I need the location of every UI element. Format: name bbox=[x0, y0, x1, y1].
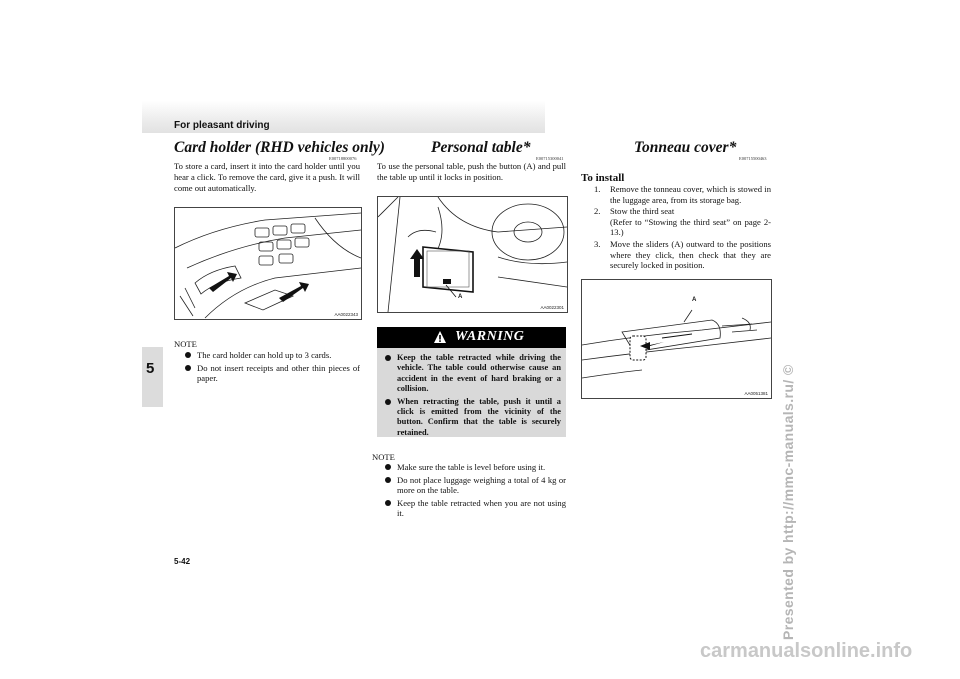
tonneau-steps bbox=[594, 184, 771, 272]
card-holder-note-label: NOTE bbox=[174, 339, 197, 349]
warning-title: WARNING bbox=[455, 329, 525, 344]
tonneau-cover-code: E00715500463 bbox=[739, 156, 767, 161]
personal-table-code: E00715300041 bbox=[536, 156, 564, 161]
tonneau-cover-subheading: To install bbox=[581, 172, 625, 184]
list-item: When retracting the table, push it until a click is emitted from the vicinity of the button. Confirm that the table is securely retained. bbox=[383, 397, 561, 439]
personal-table-body: To use the personal table, push the button (A) and pull the table up until it locks in position. bbox=[377, 161, 566, 182]
personal-table-title: Personal table* bbox=[431, 139, 531, 156]
section-title: For pleasant driving bbox=[174, 120, 270, 131]
personal-table-figure bbox=[377, 196, 568, 313]
warning-header bbox=[377, 327, 566, 348]
list-item: 1. Remove the tonneau cover, which is stowed in the luggage area, from its storage bag. bbox=[594, 184, 771, 205]
tonneau-figure-label: A bbox=[692, 297, 697, 303]
warning-triangle-icon bbox=[433, 330, 447, 344]
personal-table-illustration bbox=[378, 197, 567, 312]
card-holder-code: E00718800076 bbox=[329, 156, 357, 161]
warning-list bbox=[383, 353, 561, 440]
watermark: carmanualsonline.info bbox=[700, 640, 913, 662]
card-holder-title: Card holder (RHD vehicles only) bbox=[174, 139, 385, 156]
page-number: 5-42 bbox=[174, 557, 191, 566]
tonneau-figure-code: AA0051381 bbox=[744, 391, 768, 396]
personal-table-figure-code: AA0022301 bbox=[540, 305, 564, 310]
personal-table-note-label: NOTE bbox=[372, 452, 395, 462]
card-holder-body: To store a card, insert it into the card holder until you hear a click. To remove the card, give it a push. It will come out automatically. bbox=[174, 161, 360, 193]
list-item: Keep the table retracted while driving the vehicle. The table could otherwise cause an accident in the event of hard braking or a collision. bbox=[383, 353, 561, 395]
list-item: 2. Stow the third seat (Refer to “Stowing the third seat” on page 2-13.) bbox=[594, 206, 771, 238]
list-item: 3. Move the sliders (A) outward to the positions where they click, then check that they are securely locked in position. bbox=[594, 238, 771, 271]
card-holder-illustration bbox=[175, 208, 361, 319]
personal-table-notes bbox=[383, 462, 566, 521]
side-stamp: Presented by http://mmc-manuals.ru/ © bbox=[780, 364, 796, 640]
list-item: Do not insert receipts and other thin pieces of paper. bbox=[183, 363, 360, 384]
card-holder-notes bbox=[183, 350, 360, 386]
card-holder-figure-code: AA0022343 bbox=[334, 312, 358, 317]
step2-reference: (Refer to “Stowing the third seat” on page 2-13.) bbox=[610, 216, 771, 238]
tonneau-cover-title: Tonneau cover* bbox=[634, 139, 737, 156]
list-item: Make sure the table is level before using it. bbox=[383, 462, 566, 473]
list-item: Do not place luggage weighing a total of 4 kg or more on the table. bbox=[383, 475, 566, 496]
list-item: The card holder can hold up to 3 cards. bbox=[183, 350, 360, 361]
chapter-number: 5 bbox=[146, 360, 155, 377]
list-item: Keep the table retracted when you are not using it. bbox=[383, 498, 566, 519]
card-holder-figure bbox=[174, 207, 362, 320]
tonneau-cover-illustration bbox=[582, 280, 771, 398]
chapter-tab bbox=[142, 347, 163, 407]
tonneau-cover-figure bbox=[581, 279, 772, 399]
personal-table-figure-label: A bbox=[458, 294, 463, 300]
